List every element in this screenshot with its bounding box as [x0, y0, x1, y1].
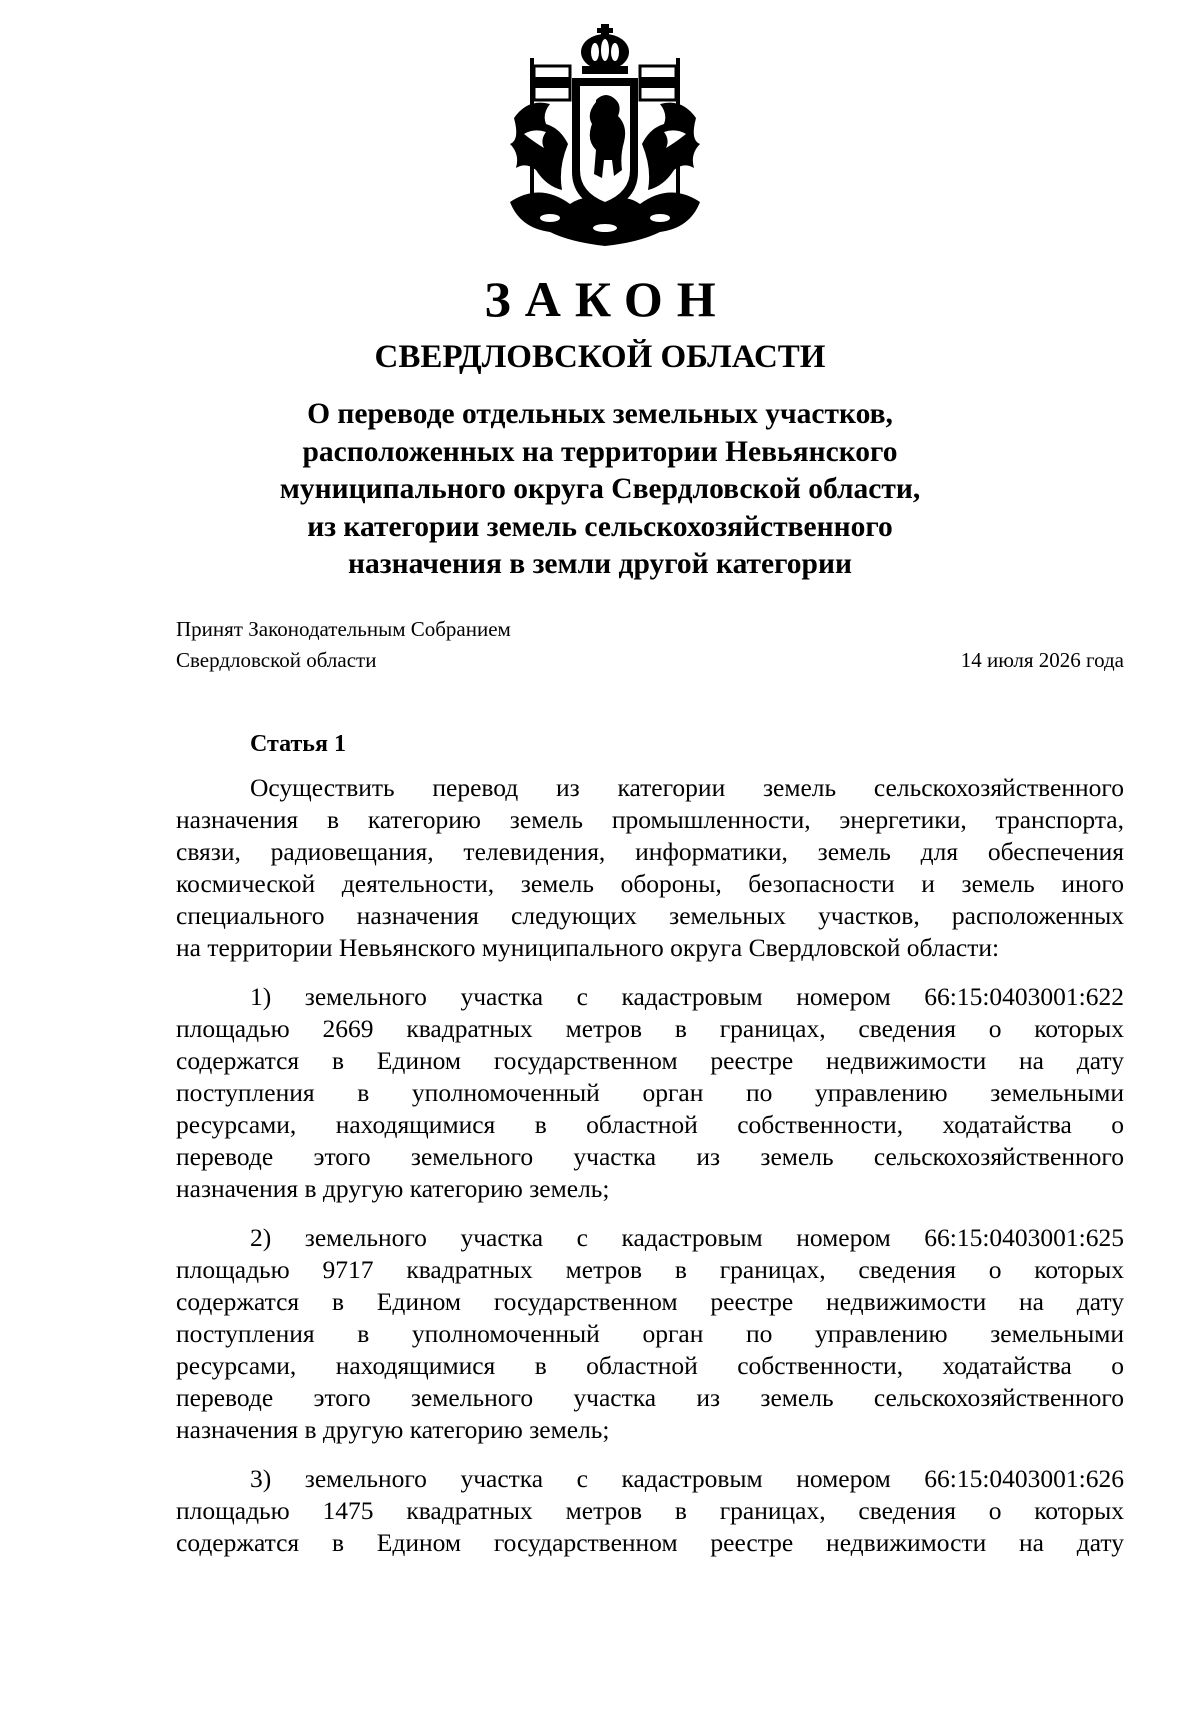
coat-of-arms-icon [500, 22, 710, 250]
document-subtitle: СВЕРДЛОВСКОЙ ОБЛАСТИ [374, 339, 826, 375]
paragraph-line: назначения в другую категорию земель; [176, 1415, 610, 1444]
paragraph-line: ресурсами, находящимися в областной собственности, ходатайства о [176, 1351, 1124, 1380]
paragraph-line: Осуществить перевод из категории земель сельскохозяйственного [250, 773, 1124, 802]
article-heading: Статья 1 [250, 731, 346, 757]
adoption-line: Принят Законодательным Собранием [176, 617, 511, 641]
law-name-line: назначения в земли другой категории [348, 548, 852, 580]
law-name [260, 396, 940, 584]
paragraph-line: связи, радиовещания, телевидения, информатики, земель для обеспечения [176, 837, 1124, 866]
paragraph-line: переводе этого земельного участка из земель сельскохозяйственного [176, 1142, 1124, 1171]
article-paragraph [176, 772, 1124, 964]
paragraph-line: ресурсами, находящимися в областной собственности, ходатайства о [176, 1110, 1124, 1139]
paragraph-line: поступления в уполномоченный орган по управлению земельными [176, 1319, 1124, 1348]
paragraph-line: переводе этого земельного участка из земель сельскохозяйственного [176, 1383, 1124, 1412]
law-name-line: расположенных на территории Невьянского [302, 435, 898, 468]
paragraph-line: 1) земельного участка с кадастровым номером 66:15:0403001:622 [250, 982, 1124, 1011]
list-item [176, 1463, 1124, 1559]
law-name-line: муниципального округа Свердловской области, [279, 473, 921, 505]
paragraph-line: 3) земельного участка с кадастровым номером 66:15:0403001:626 [250, 1464, 1124, 1493]
paragraph-line: поступления в уполномоченный орган по управлению земельными [176, 1078, 1124, 1107]
adoption-date: 14 июля 2026 года [960, 648, 1124, 672]
paragraph-line: площадью 1475 квадратных метров в границах, сведения о которых [176, 1496, 1124, 1525]
paragraph-line: содержатся в Едином государственном реестре недвижимости на дату [176, 1046, 1124, 1075]
law-name-line: О переводе отдельных земельных участков, [307, 398, 893, 430]
law-name-line: из категории земель сельскохозяйственного [307, 510, 893, 543]
paragraph-line: 2) земельного участка с кадастровым номером 66:15:0403001:625 [250, 1223, 1124, 1252]
paragraph-line: содержатся в Едином государственном реестре недвижимости на дату [176, 1287, 1124, 1316]
adoption-body [176, 614, 511, 676]
paragraph-line: назначения в другую категорию земель; [176, 1174, 610, 1203]
list-item [176, 1222, 1124, 1446]
paragraph-line: специального назначения следующих земельных участков, расположенных [176, 901, 1124, 930]
paragraph-line: космической деятельности, земель обороны, безопасности и земель иного [176, 869, 1124, 898]
paragraph-line: площадью 2669 квадратных метров в границах, сведения о которых [176, 1014, 1124, 1043]
document-title: ЗАКОН [484, 271, 730, 327]
adoption-line: Свердловской области [176, 648, 377, 672]
paragraph-line: на территории Невьянского муниципального округа Свердловской области: [176, 933, 1000, 962]
paragraph-line: содержатся в Едином государственном реестре недвижимости на дату [176, 1528, 1124, 1557]
paragraph-line: площадью 9717 квадратных метров в границах, сведения о которых [176, 1255, 1124, 1284]
paragraph-line: назначения в категорию земель промышленности, энергетики, транспорта, [176, 805, 1124, 834]
list-item [176, 981, 1124, 1205]
